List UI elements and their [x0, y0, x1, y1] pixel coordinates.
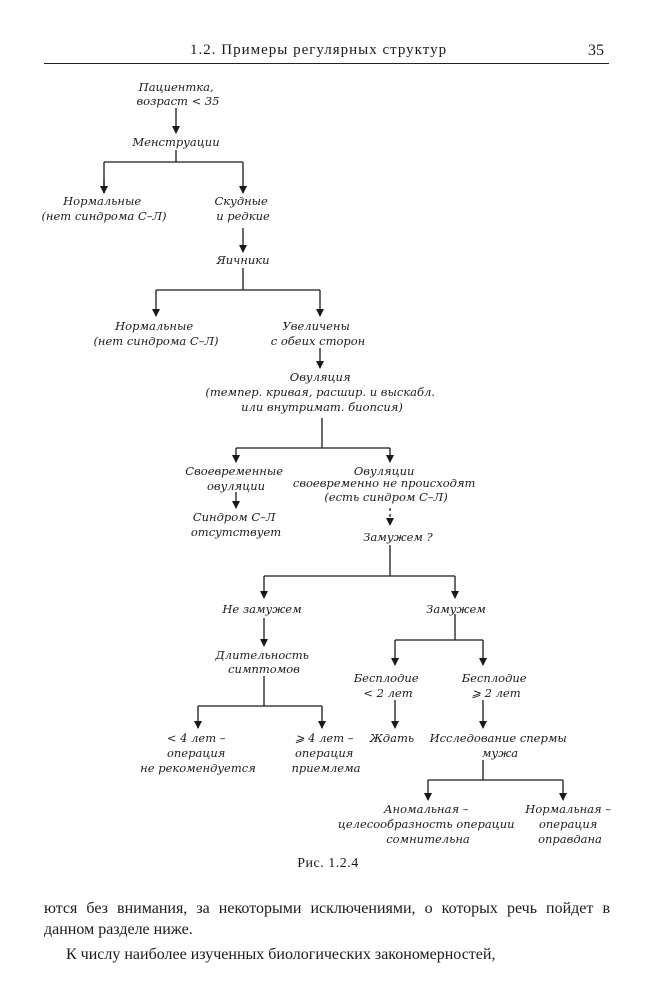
edge-sperm-split — [428, 760, 563, 780]
node-not-married: Не замужем — [222, 602, 302, 616]
node-ovaries: Яичники — [216, 253, 270, 267]
node-abnormal: Аномальная – целесообразность операции сомнительна — [337, 802, 515, 846]
edge-married-split2 — [395, 614, 483, 640]
node-infertility-ge2: Бесплодие ⩾ 2 лет — [461, 671, 527, 700]
node-normal-ovaries: Нормальные (нет синдрома С–Л) — [93, 319, 219, 348]
body-text — [44, 898, 610, 965]
node-menstruation: Менструации — [132, 135, 220, 149]
node-duration: Длительность симптомов — [215, 648, 309, 676]
running-title: 1.2. Примеры регулярных структур — [190, 42, 448, 58]
edge-ovaries-split — [156, 268, 320, 290]
page-number: 35 — [588, 42, 604, 59]
node-sperm-study: Исследование спермы мужа — [429, 731, 567, 760]
node-no-timely-ovulation: Овуляции своевременно не происходят (есть синдром С–Л) — [292, 464, 476, 504]
figure-caption: Рис. 1.2.4 — [297, 856, 359, 871]
node-normal-op: Нормальная – операция оправдана — [525, 802, 612, 846]
node-ovulation: Овуляция (темпер. кривая, расшир. и выскабл. или внутримат. биопсия) — [205, 370, 435, 414]
node-lt4: < 4 лет – операция не рекомендуется — [140, 731, 256, 775]
node-timely-ovulation: Своевременные овуляции — [185, 464, 284, 493]
node-patient: Пациентка, возраст < 35 — [136, 80, 220, 108]
node-scanty: Скудные и редкие — [214, 194, 270, 223]
edge-ovulation-split — [236, 418, 390, 448]
node-wait: Ждать — [369, 731, 415, 745]
edge-menstruation-split — [104, 150, 243, 193]
node-sl-absent: Синдром С–Л отсутствует — [190, 510, 282, 539]
node-married-question: Замужем ? — [363, 530, 433, 544]
edge-married-split — [264, 545, 455, 576]
edge-duration-split — [198, 676, 322, 706]
node-ge4: ⩾ 4 лет – операция приемлема — [291, 731, 361, 775]
paragraph-continuation: ются без внимания, за некоторыми исключениями, о которых речь пойдет в данном разделе ниже. — [44, 900, 610, 938]
node-infertility-lt2: Бесплодие < 2 лет — [353, 671, 419, 700]
node-normal-menstruation: Нормальные (нет синдрома С–Л) — [41, 194, 167, 223]
node-married: Замужем — [426, 602, 486, 616]
node-enlarged: Увеличены с обеих сторон — [270, 319, 366, 348]
paragraph-new: К числу наиболее изученных биологических закономерностей, — [66, 946, 496, 963]
